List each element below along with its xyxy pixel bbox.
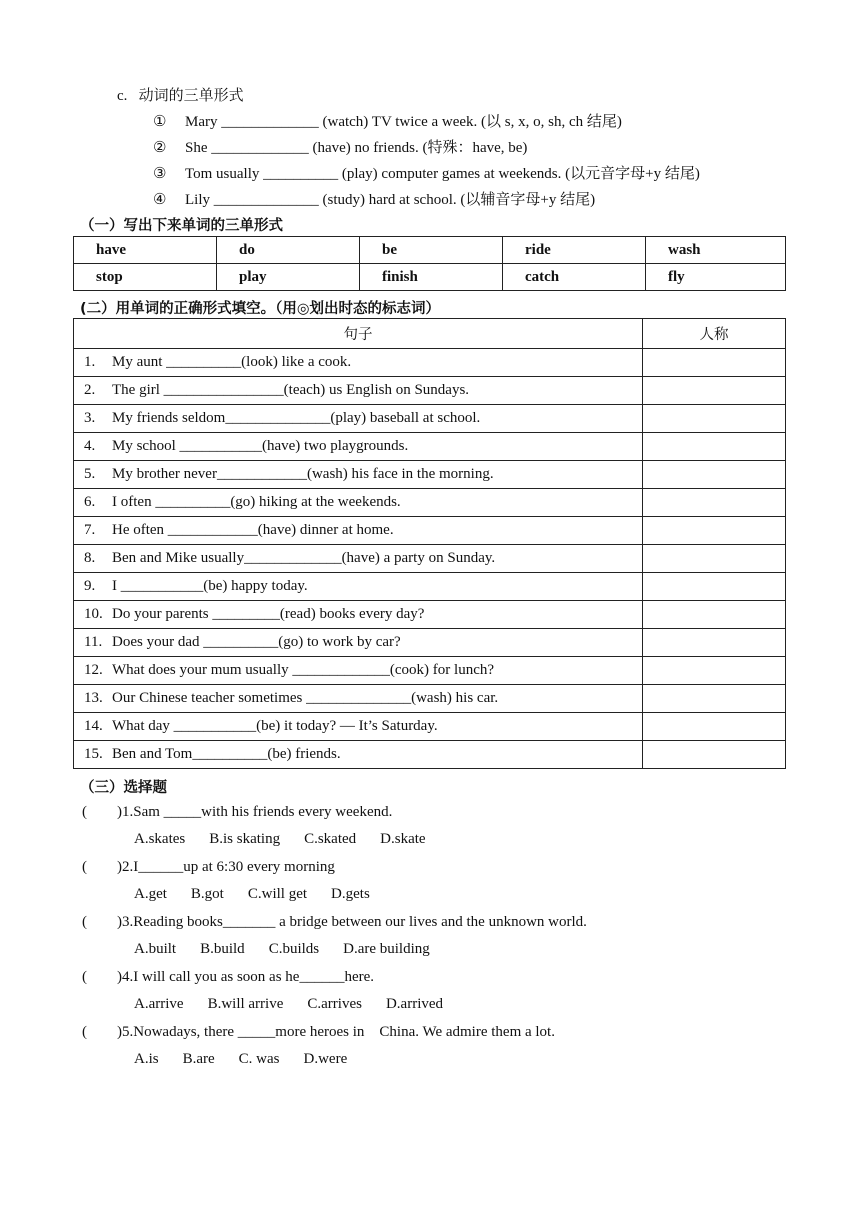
person-cell[interactable]: [643, 461, 786, 489]
person-cell[interactable]: [643, 377, 786, 405]
word-cell: fly: [646, 264, 786, 291]
person-cell[interactable]: [643, 713, 786, 741]
table-header-row: [74, 319, 786, 349]
table-row: [74, 601, 786, 629]
person-cell[interactable]: [643, 433, 786, 461]
sentence-text: Does your dad __________(go) to work by car?: [112, 634, 401, 650]
option-item: B.will arrive: [207, 996, 284, 1012]
table-row: [74, 545, 786, 573]
person-cell[interactable]: [643, 489, 786, 517]
question-text: ( )2.I______up at 6:30 every morning: [82, 859, 335, 875]
word-cell: be: [360, 237, 503, 264]
question-options: [134, 831, 450, 848]
sentence-text: I often __________(go) hiking at the weekends.: [112, 494, 401, 510]
person-cell[interactable]: [643, 629, 786, 657]
word-cell: do: [217, 237, 360, 264]
table-row: [74, 405, 786, 433]
question-options: [134, 1051, 371, 1068]
sentence-cell: [74, 489, 643, 517]
item-number: 9.: [84, 578, 96, 594]
item-number: 15.: [84, 746, 103, 762]
sentence-cell: [74, 685, 643, 713]
sentence-cell: [74, 349, 643, 377]
item-number: 11.: [84, 634, 103, 650]
option-item: D.are building: [343, 941, 430, 957]
table-row: [74, 657, 786, 685]
item-number: 10.: [84, 606, 103, 622]
question-text: ( )4.I will call you as soon as he______here.: [82, 969, 375, 985]
option-item: B.is skating: [209, 831, 281, 847]
person-cell[interactable]: [643, 405, 786, 433]
person-cell[interactable]: [643, 741, 786, 769]
sentence-cell: [74, 377, 643, 405]
table-row: [74, 629, 786, 657]
option-item: A.skates: [134, 831, 186, 847]
item-number: 6.: [84, 494, 96, 510]
word-cell: ride: [503, 237, 646, 264]
item-number: 12.: [84, 662, 103, 678]
option-item: D.gets: [331, 886, 370, 902]
table-row: [74, 349, 786, 377]
sentence-text: Ben and Mike usually_____________(have) a party on Sunday.: [112, 550, 496, 566]
word-cell: play: [217, 264, 360, 291]
sentence-cell: [74, 573, 643, 601]
example-item: [153, 188, 595, 209]
sentence-text: What does your mum usually _____________(cook) for lunch?: [112, 662, 495, 678]
example-mark: ④: [153, 192, 167, 208]
option-item: C.skated: [304, 831, 357, 847]
question-text: ( )3.Reading books_______ a bridge between our lives and the unknown world.: [82, 914, 587, 930]
sentence-text: My aunt __________(look) like a cook.: [112, 354, 352, 370]
table-row: [74, 264, 786, 291]
example-text: She _____________ (have) no friends. (特殊：have, be): [185, 140, 528, 156]
option-item: C.arrives: [307, 996, 362, 1012]
example-text: Mary _____________ (watch) TV twice a week. (以 s, x, o, sh, ch 结尾): [185, 114, 622, 130]
item-number: 3.: [84, 410, 96, 426]
col-person-header: 人称: [643, 319, 786, 349]
word-cell: have: [74, 237, 217, 264]
table-row: [74, 517, 786, 545]
sentence-text: My brother never____________(wash) his face in the morning.: [112, 466, 494, 482]
option-item: D.were: [303, 1051, 348, 1067]
table-row: [74, 741, 786, 769]
example-text: Lily ______________ (study) hard at school. (以辅音字母+y 结尾): [185, 192, 596, 208]
sentence-text: My friends seldom______________(play) baseball at school.: [112, 410, 481, 426]
question-text: ( )1.Sam _____with his friends every weekend.: [82, 804, 393, 820]
word-cell: stop: [74, 264, 217, 291]
sentence-text: Our Chinese teacher sometimes ______________(wash) his car.: [112, 690, 499, 706]
item-number: 13.: [84, 690, 103, 706]
sentence-text: My school ___________(have) two playgrounds.: [112, 438, 409, 454]
option-item: D.arrived: [385, 996, 444, 1012]
table-row: [74, 713, 786, 741]
option-item: C. was: [238, 1051, 280, 1067]
sentence-cell: [74, 405, 643, 433]
sentence-cell: [74, 629, 643, 657]
sentence-cell: [74, 601, 643, 629]
example-mark: ③: [153, 166, 167, 182]
sentence-text: Ben and Tom__________(be) friends.: [112, 746, 341, 762]
question-options: [134, 996, 467, 1013]
example-item: [153, 110, 622, 131]
word-cell: finish: [360, 264, 503, 291]
word-table: [73, 236, 786, 291]
sentence-cell: [74, 657, 643, 685]
option-item: B.are: [182, 1051, 215, 1067]
table-row: [74, 461, 786, 489]
sentence-cell: [74, 461, 643, 489]
sentence-cell: [74, 433, 643, 461]
person-cell[interactable]: [643, 657, 786, 685]
option-item: D.skate: [380, 831, 426, 847]
item-number: 7.: [84, 522, 96, 538]
table-row: [74, 433, 786, 461]
item-number: 14.: [84, 718, 103, 734]
option-item: A.built: [134, 941, 177, 957]
part2-heading: (二）用单词的正确形式填空。（用◎划出时态的标志词）: [80, 301, 441, 317]
word-cell: wash: [646, 237, 786, 264]
example-item: [153, 136, 527, 157]
option-item: C.will get: [247, 886, 308, 902]
option-item: A.is: [134, 1051, 159, 1067]
person-cell[interactable]: [643, 545, 786, 573]
example-mark: ①: [153, 114, 167, 130]
person-cell[interactable]: [643, 573, 786, 601]
sentence-cell: [74, 741, 643, 769]
example-item: [153, 162, 700, 183]
part1-heading: （一）写出下来单词的三单形式: [80, 218, 283, 234]
item-number: 1.: [84, 354, 96, 370]
option-item: B.build: [200, 941, 245, 957]
question-options: [134, 886, 394, 903]
table-row: [74, 237, 786, 264]
sentence-text: He often ____________(have) dinner at home.: [112, 522, 394, 538]
sentence-cell: [74, 545, 643, 573]
table-row: [74, 377, 786, 405]
example-mark: ②: [153, 140, 167, 156]
fill-table: [73, 318, 786, 769]
option-item: B.got: [190, 886, 224, 902]
question-options: [134, 941, 454, 958]
sentence-cell: [74, 517, 643, 545]
sentence-text: The girl ________________(teach) us English on Sundays.: [112, 382, 470, 398]
col-sentence-header: 句子: [74, 319, 643, 349]
item-number: 2.: [84, 382, 96, 398]
person-cell[interactable]: [643, 349, 786, 377]
option-item: A.arrive: [134, 996, 184, 1012]
item-number: 5.: [84, 466, 96, 482]
word-cell: catch: [503, 264, 646, 291]
part3-heading: （三）选择题: [80, 780, 167, 796]
item-number: 4.: [84, 438, 96, 454]
person-cell[interactable]: [643, 685, 786, 713]
sentence-text: What day ___________(be) it today? ― It’s Saturday.: [112, 718, 438, 734]
option-item: C.builds: [268, 941, 320, 957]
table-row: [74, 685, 786, 713]
question-text: ( )5.Nowadays, there _____more heroes in China. We admire them a lot.: [82, 1024, 555, 1040]
sentence-cell: [74, 713, 643, 741]
person-cell[interactable]: [643, 517, 786, 545]
section-c-title: c. 动词的三单形式: [117, 88, 244, 104]
item-number: 8.: [84, 550, 96, 566]
person-cell[interactable]: [643, 601, 786, 629]
sentence-text: Do your parents _________(read) books every day?: [112, 606, 425, 622]
option-item: A.get: [134, 886, 167, 902]
example-text: Tom usually __________ (play) computer games at weekends. (以元音字母+y 结尾): [185, 166, 700, 182]
table-row: [74, 573, 786, 601]
sentence-text: I ___________(be) happy today.: [112, 578, 308, 594]
table-row: [74, 489, 786, 517]
